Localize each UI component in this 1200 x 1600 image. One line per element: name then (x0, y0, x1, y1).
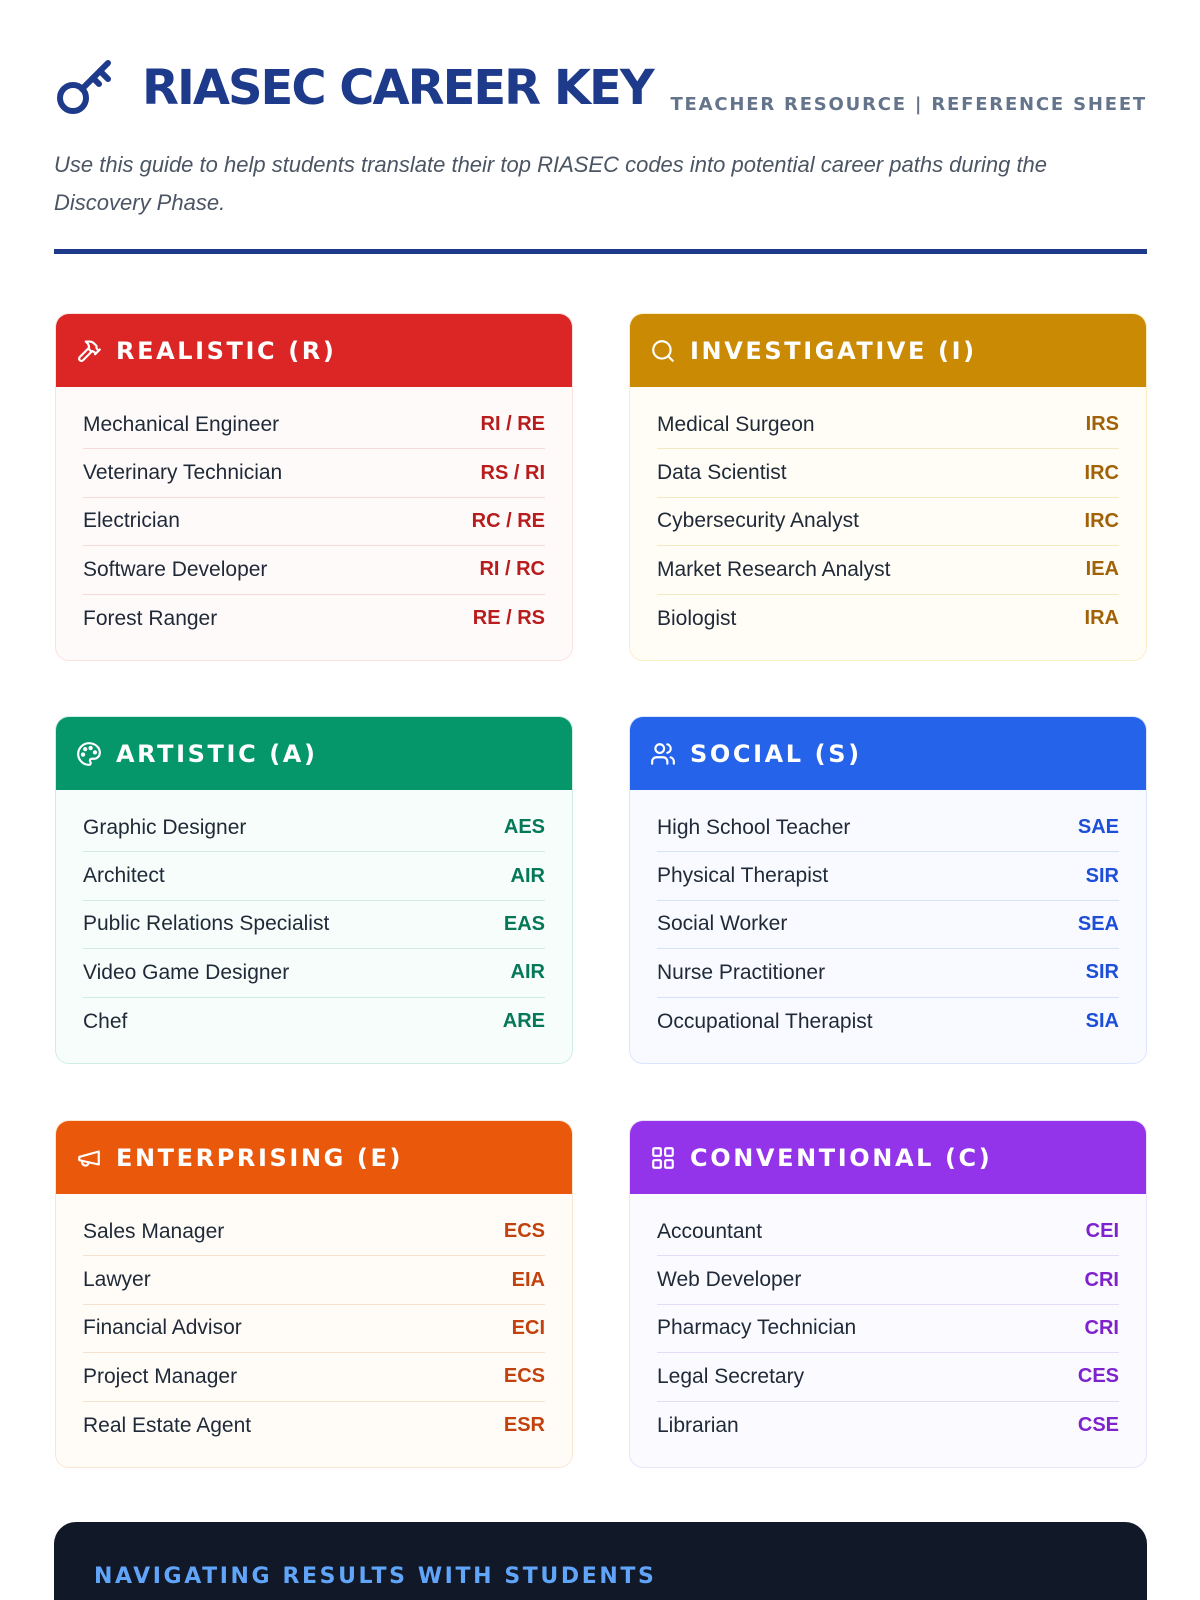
card-header (56, 314, 572, 387)
career-name: Nurse Practitioner (657, 960, 826, 984)
search-icon (650, 338, 676, 364)
career-name: Medical Surgeon (657, 412, 815, 436)
career-name: High School Teacher (657, 815, 851, 839)
page-title: RIASEC CAREER KEY (142, 60, 653, 116)
career-row (83, 804, 545, 852)
career-row (83, 1353, 545, 1401)
career-row (657, 449, 1119, 497)
career-row (83, 498, 545, 546)
riasec-code: SIR (1085, 864, 1119, 887)
career-name: Veterinary Technician (83, 461, 283, 485)
career-row (657, 901, 1119, 949)
page-header (54, 52, 1147, 122)
riasec-code: CSE (1077, 1414, 1119, 1437)
career-row (657, 546, 1119, 594)
career-name: Forest Ranger (83, 606, 218, 630)
career-list (56, 790, 572, 1046)
career-list (56, 387, 572, 643)
career-row (83, 546, 545, 594)
navigating-results-panel (54, 1522, 1147, 1600)
card-header (630, 314, 1146, 387)
career-row (657, 1256, 1119, 1304)
riasec-code: ECS (503, 1220, 545, 1243)
card-title: ENTERPRISING (E) (116, 1143, 404, 1172)
card-title: INVESTIGATIVE (I) (690, 336, 977, 365)
key-icon (54, 54, 120, 120)
riasec-code: SIA (1085, 1010, 1119, 1033)
users-icon (650, 741, 676, 767)
riasec-code: ARE (502, 1010, 545, 1033)
card-artistic (55, 716, 573, 1064)
career-name: Biologist (657, 606, 737, 630)
card-title: ARTISTIC (A) (116, 739, 318, 768)
card-title: SOCIAL (S) (690, 739, 862, 768)
career-row (83, 595, 545, 643)
riasec-code: CES (1077, 1365, 1119, 1388)
career-name: Financial Advisor (83, 1316, 242, 1340)
riasec-code: EAS (503, 912, 545, 935)
riasec-code: AIR (510, 961, 545, 984)
card-header (630, 717, 1146, 790)
grid-icon (650, 1145, 676, 1171)
card-enterprising (55, 1120, 573, 1468)
riasec-code: IEA (1085, 558, 1119, 581)
career-name: Librarian (657, 1413, 739, 1437)
career-name: Video Game Designer (83, 960, 290, 984)
career-name: Chef (83, 1009, 128, 1033)
career-name: Real Estate Agent (83, 1413, 252, 1437)
career-name: Social Worker (657, 912, 788, 936)
career-name: Lawyer (83, 1268, 151, 1292)
career-name: Software Developer (83, 557, 268, 581)
career-list (630, 790, 1146, 1046)
riasec-code: SIR (1085, 961, 1119, 984)
riasec-code: SAE (1077, 816, 1119, 839)
career-row (657, 595, 1119, 643)
riasec-code: RC / RE (471, 509, 545, 532)
career-row (83, 1208, 545, 1256)
career-list (630, 1194, 1146, 1450)
career-row (657, 852, 1119, 900)
riasec-code: ECS (503, 1365, 545, 1388)
career-row (83, 401, 545, 449)
career-row (83, 449, 545, 497)
career-row (657, 1402, 1119, 1450)
riasec-code: IRA (1084, 607, 1119, 630)
career-row (657, 949, 1119, 997)
card-title: CONVENTIONAL (C) (690, 1143, 993, 1172)
career-name: Accountant (657, 1219, 763, 1243)
career-name: Cybersecurity Analyst (657, 509, 859, 533)
career-row (83, 1402, 545, 1450)
riasec-code: AES (503, 816, 545, 839)
riasec-code: RI / RE (480, 413, 545, 436)
riasec-code: RS / RI (480, 461, 545, 484)
riasec-code: RE / RS (472, 607, 545, 630)
career-row (657, 804, 1119, 852)
card-header (630, 1121, 1146, 1194)
career-name: Pharmacy Technician (657, 1316, 857, 1340)
career-name: Public Relations Specialist (83, 912, 330, 936)
card-header (56, 1121, 572, 1194)
riasec-code: SEA (1077, 912, 1119, 935)
riasec-code: CRI (1084, 1268, 1119, 1291)
career-name: Physical Therapist (657, 864, 829, 888)
career-name: Market Research Analyst (657, 557, 891, 581)
riasec-code: IRS (1085, 413, 1119, 436)
career-row (657, 1353, 1119, 1401)
career-row (657, 1208, 1119, 1256)
career-name: Project Manager (83, 1364, 238, 1388)
career-row (83, 998, 545, 1046)
career-row (83, 1256, 545, 1304)
megaphone-icon (76, 1145, 102, 1171)
riasec-code: AIR (510, 864, 545, 887)
riasec-code: EIA (511, 1268, 545, 1291)
career-row (657, 498, 1119, 546)
riasec-code: IRC (1084, 509, 1119, 532)
riasec-code: CEI (1085, 1220, 1119, 1243)
career-row (657, 1305, 1119, 1353)
career-row (83, 949, 545, 997)
card-realistic (55, 313, 573, 661)
career-list (630, 387, 1146, 643)
page-tagline: TEACHER RESOURCE | REFERENCE SHEET (670, 94, 1147, 115)
intro-text: Use this guide to help students translate their top RIASEC codes into potential career paths during the Discovery Phase. (54, 152, 1048, 215)
career-name: Electrician (83, 509, 180, 533)
career-name: Architect (83, 864, 165, 888)
card-investigative (629, 313, 1147, 661)
riasec-code: CRI (1084, 1316, 1119, 1339)
career-name: Mechanical Engineer (83, 412, 280, 436)
career-list (56, 1194, 572, 1450)
career-row (83, 901, 545, 949)
card-header (56, 717, 572, 790)
career-name: Graphic Designer (83, 815, 247, 839)
career-name: Data Scientist (657, 461, 787, 485)
career-name: Legal Secretary (657, 1364, 805, 1388)
career-row (83, 1305, 545, 1353)
header-divider (54, 249, 1147, 254)
career-row (657, 998, 1119, 1046)
panel-title: NAVIGATING RESULTS WITH STUDENTS (94, 1564, 657, 1589)
card-conventional (629, 1120, 1147, 1468)
palette-icon (76, 741, 102, 767)
riasec-code: IRC (1084, 461, 1119, 484)
riasec-code: ESR (503, 1414, 545, 1437)
riasec-code: ECI (511, 1316, 545, 1339)
career-name: Web Developer (657, 1268, 802, 1292)
career-name: Occupational Therapist (657, 1009, 873, 1033)
riasec-code: RI / RC (479, 558, 545, 581)
card-title: REALISTIC (R) (116, 336, 337, 365)
card-social (629, 716, 1147, 1064)
career-name: Sales Manager (83, 1219, 225, 1243)
hammer-icon (76, 338, 102, 364)
career-row (657, 401, 1119, 449)
career-row (83, 852, 545, 900)
